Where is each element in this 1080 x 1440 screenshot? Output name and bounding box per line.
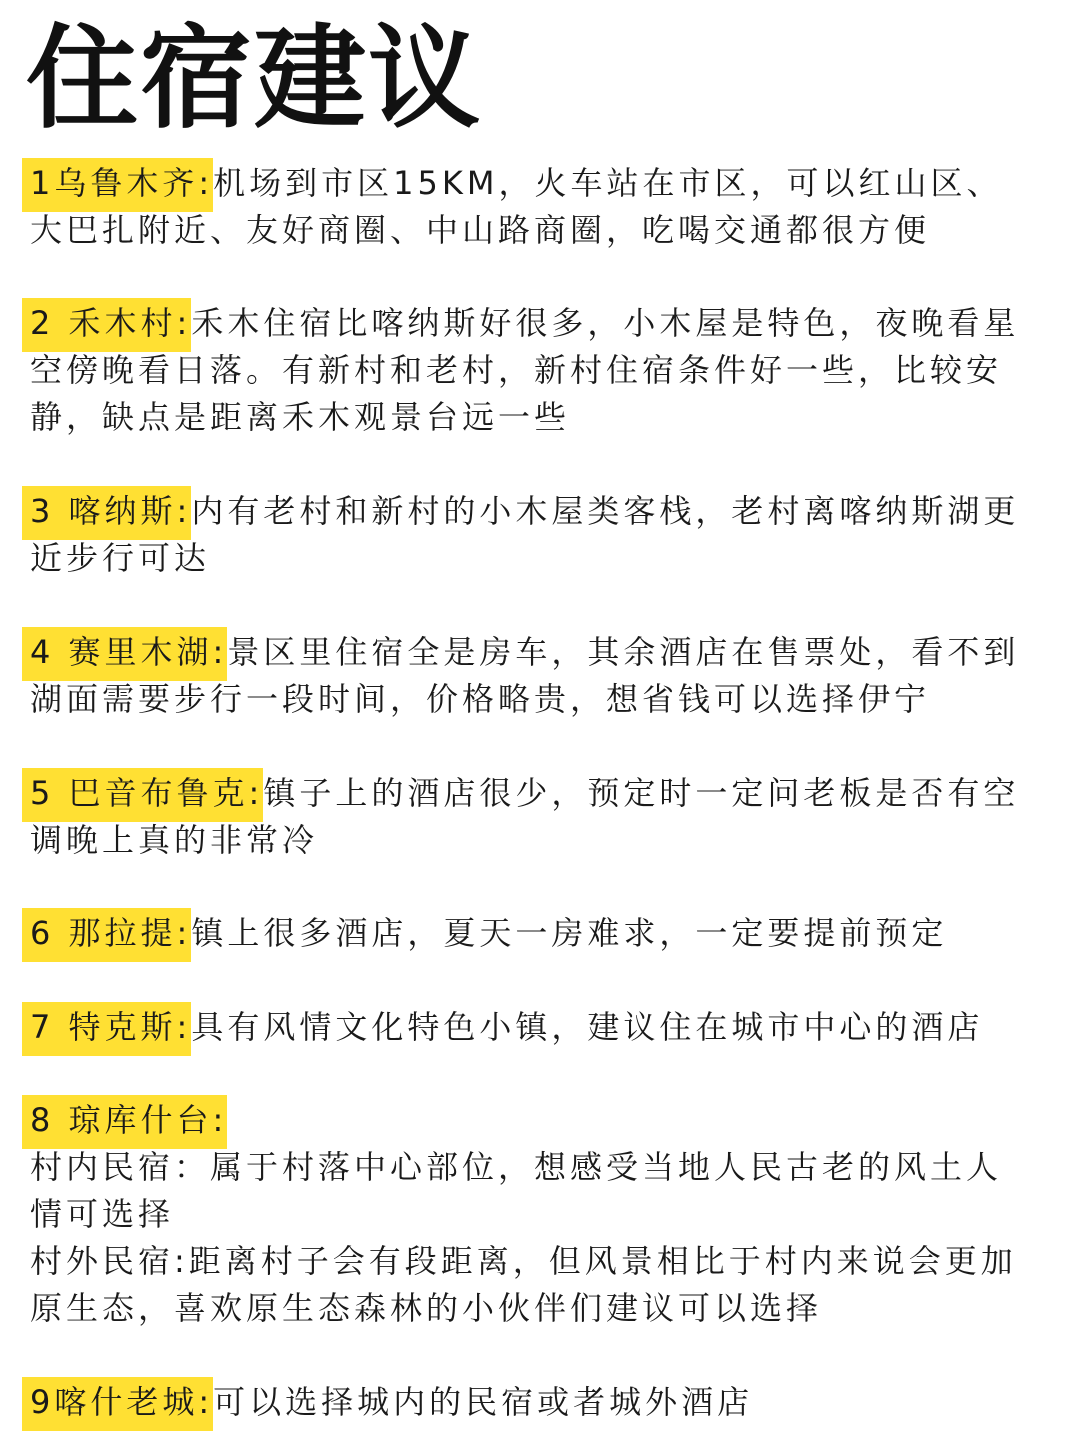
section-label: 2 禾木村: <box>30 304 192 342</box>
section-bayanbulak <box>30 770 1030 864</box>
section-text: 禾木住宿比喀纳斯好很多，小木屋是特色，夜晚看星空傍晚看日落。有新村和老村，新村住宿条件好一些，比较安静，缺点是距离禾木观景台远一些 <box>30 304 1020 436</box>
section-urumqi <box>30 160 1030 254</box>
section-sayram-lake <box>30 629 1030 723</box>
section-tekes <box>30 1004 1030 1051</box>
section-kanas <box>30 488 1030 582</box>
section-text: 内有老村和新村的小木屋类客栈，老村离喀纳斯湖更近步行可达 <box>30 492 1020 577</box>
section-qiongkushitai <box>30 1097 1030 1332</box>
section-text: 机场到市区15KM，火车站在市区，可以红山区、大巴扎附近、友好商圈、中山路商圈，吃喝交通都很方便 <box>30 164 1003 249</box>
section-label: 3 喀纳斯: <box>30 492 192 530</box>
section-text: 具有风情文化特色小镇，建议住在城市中心的酒店 <box>191 1008 984 1046</box>
section-text: 景区里住宿全是房车，其余酒店在售票处，看不到湖面需要步行一段时间，价格略贵，想省钱可以选择伊宁 <box>30 633 1020 718</box>
section-text-line: 村内民宿：属于村落中心部位，想感受当地人民古老的风土人情可选择 <box>30 1148 1003 1233</box>
section-label: 6 那拉提: <box>30 914 192 952</box>
section-hemu <box>30 300 1030 441</box>
section-text: 镇子上的酒店很少，预定时一定问老板是否有空调晚上真的非常冷 <box>30 774 1020 859</box>
page-title: 住宿建议 <box>26 14 482 144</box>
section-text: 镇上很多酒店，夏天一房难求，一定要提前预定 <box>191 914 948 952</box>
section-label: 7 特克斯: <box>30 1008 192 1046</box>
section-text-line: 村外民宿:距离村子会有段距离，但风景相比于村内来说会更加原生态，喜欢原生态森林的小伙伴们建议可以选择 <box>30 1242 1017 1327</box>
section-text: 可以选择城内的民宿或者城外酒店 <box>213 1383 754 1421</box>
section-kashgar-old-city <box>30 1379 1030 1426</box>
section-label: 1乌鲁木齐: <box>30 164 214 202</box>
section-label: 4 赛里木湖: <box>30 633 228 671</box>
section-label: 5 巴音布鲁克: <box>30 774 264 812</box>
section-label: 9喀什老城: <box>30 1383 214 1421</box>
section-label: 8 琼库什台: <box>30 1101 228 1139</box>
section-nalati <box>30 910 1030 957</box>
